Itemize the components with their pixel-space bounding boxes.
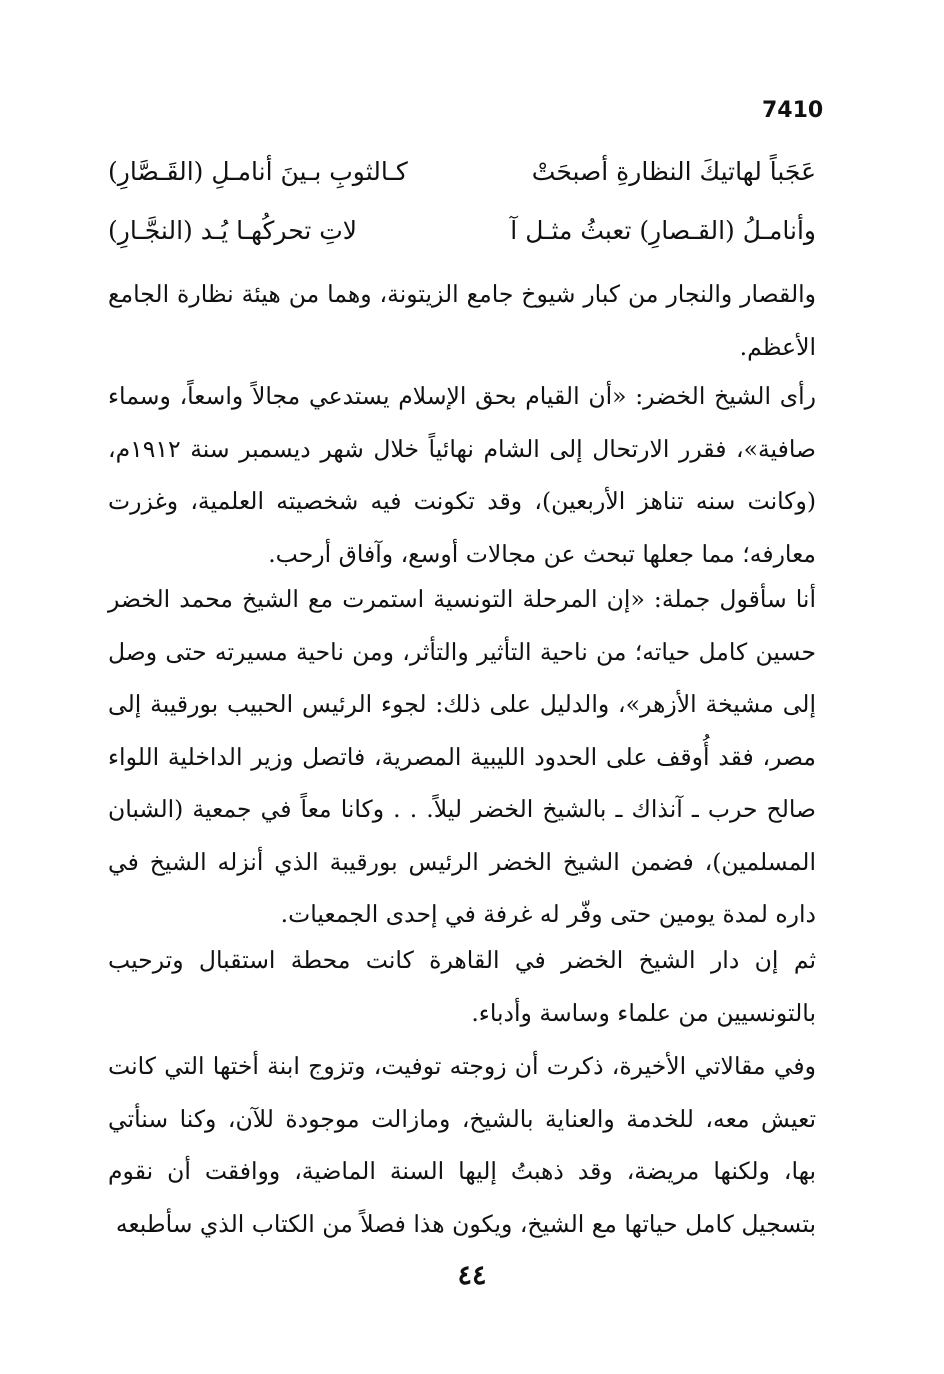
- page-number: ٤٤: [457, 1260, 487, 1291]
- paragraph-1: والقصار والنجار من كبار شيوخ جامع الزيتونة، وهما من هيئة نظارة الجامع الأعظم.: [108, 280, 816, 361]
- paragraph-2: رأى الشيخ الخضر: «أن القيام بحق الإسلام يستدعي مجالاً واسعاً، وسماء صافية»، فقرر الارتحال إلى الشام نهائياً خلال شهر ديسمبر سنة ١٩١٢م، (وكانت سنه تناهز الأربعين)، وقد تكونت فيه شخصيته العلمية، وغزرت معارفه؛ مما جعلها تبحث عن مجالات أوسع، وآفاق أرحب.: [108, 382, 816, 568]
- paragraph-3: أنا سأقول جملة: «إن المرحلة التونسية استمرت مع الشيخ محمد الخضر حسين كامل حياته؛ من ناحية التأثير والتأثر، ومن ناحية مسيرته حتى وصل إلى مشيخة الأزهر»، والدليل على ذلك: لجوء الرئيس الحبيب بورقيبة إلى مصر، فقد أُوقف على الحدود الليبية المصرية، فاتصل وزير الداخلية اللواء صالح حرب ـ آنذاك ـ بالشيخ الخضر ليلاً. . . وكانا معاً في جمعية (الشبان المسلمين)، فضمن الشيخ الخضر الرئيس بورقيبة الذي أنزله الشيخ في داره لمدة يومين حتى وفّر له غرفة في إحدى الجمعيات.: [108, 585, 816, 928]
- paragraph-5: وفي مقالاتي الأخيرة، ذكرت أن زوجته توفيت، وتزوج ابنة أختها التي كانت تعيش معه، للخدمة والعناية بالشيخ، ومازالت موجودة للآن، وكنا سنأتي بها، ولكنها مريضة، وقد ذهبتُ إليها السنة الماضية، ووافقت أن نقوم بتسجيل كامل حياتها مع الشيخ، ويكون هذا فصلاً من الكتاب الذي سأطبعه: [108, 1052, 816, 1238]
- poem-verse-2-first-hemistich: وأنامـلُ (القـصارِ) تعبثُ مثـل آ: [510, 216, 816, 245]
- paragraph-4: ثم إن دار الشيخ الخضر في القاهرة كانت محطة استقبال وترحيب بالتونسيين من علماء وساسة وأدباء.: [108, 946, 816, 1027]
- poem-verse-2-second-hemistich: لاتِ تحركُهـا يُـد (النجَّـارِ): [108, 216, 358, 245]
- page-id: 7410: [762, 98, 824, 123]
- poem-verse-1-first-hemistich: عَجَباً لهاتيكَ النظارةِ أصبحَتْ: [531, 157, 816, 186]
- poem-verse-1-second-hemistich: كـالثوبِ بـينَ أنامـلِ (القَـصَّارِ): [108, 157, 408, 186]
